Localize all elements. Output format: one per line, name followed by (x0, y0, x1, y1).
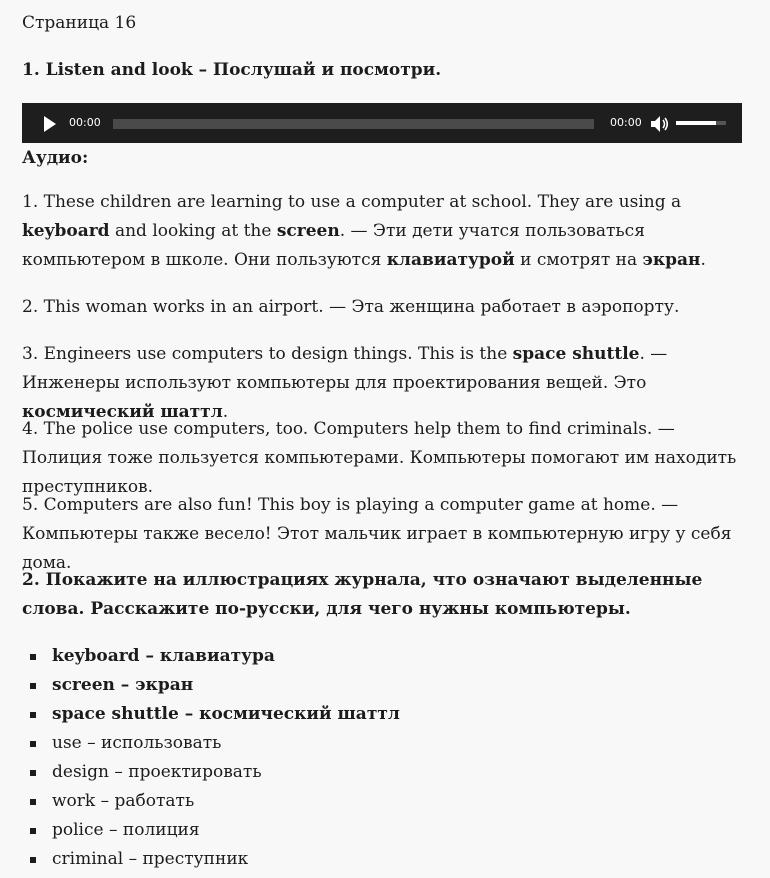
vocab-text: design – проектировать (52, 762, 262, 782)
audio-player[interactable] (22, 103, 742, 143)
bullet-icon (30, 799, 36, 805)
bullet-icon (30, 770, 36, 776)
p1-keyword-screen: screen (276, 221, 340, 241)
current-time: 00:00 (69, 116, 101, 129)
vocab-list (22, 642, 400, 874)
vocab-text: work – работать (52, 791, 195, 811)
vocab-list-item (22, 758, 400, 787)
volume-slider[interactable] (676, 121, 726, 125)
p1-text-e: . — Эти дети учатся пользоваться компьютером в школе. Они пользуются (22, 221, 645, 270)
p1-text-c: and looking at the (109, 221, 277, 241)
duration-time: 00:00 (610, 116, 642, 129)
vocab-text: screen – экран (52, 675, 194, 695)
vocab-text: police – полиция (52, 820, 200, 840)
section-heading-exercise-2: 2. Покажите на иллюстрациях журнала, что означают выделенные слова. Расскажите по-русски, для чего нужны компьютеры. (22, 570, 703, 619)
p3-keyword-kosmicheskiy-shattl: космический шаттл (22, 402, 223, 422)
volume-icon[interactable] (650, 114, 670, 132)
vocab-text: criminal – преступник (52, 849, 249, 869)
vocab-list-item (22, 642, 400, 671)
volume-level (676, 121, 716, 125)
p1-keyword-keyboard: keyboard (22, 221, 110, 241)
bullet-icon (30, 741, 36, 747)
vocab-text: keyboard – клавиатура (52, 646, 275, 666)
vocab-list-item (22, 845, 400, 874)
vocab-text: space shuttle – космический шаттл (52, 704, 400, 724)
bullet-icon (30, 712, 36, 718)
vocab-list-item (22, 787, 400, 816)
p3-text-e: . (222, 402, 229, 422)
bullet-icon (30, 828, 36, 834)
page-title: Страница 16 (22, 13, 137, 33)
paragraph-2: 2. This woman works in an airport. — Эта женщина работает в аэропорту. (22, 297, 680, 317)
vocab-list-item (22, 700, 400, 729)
p1-keyword-ekran: экран (642, 250, 701, 270)
paragraph-3 (22, 340, 750, 427)
progress-bar[interactable] (113, 119, 594, 129)
p1-text-i: . (700, 250, 706, 270)
paragraph-4: 4. The police use computers, too. Computers help them to find criminals. — Полиция тоже пользуется компьютерами. Компьютеры помогают им находить преступников. (22, 419, 737, 497)
section-heading-listen-and-look: 1. Listen and look – Послушай и посмотри. (22, 60, 442, 80)
bullet-icon (30, 654, 36, 660)
p1-keyword-klaviatura: клавиатурой (386, 250, 515, 270)
play-icon[interactable] (40, 114, 58, 132)
vocab-list-item (22, 729, 400, 758)
p3-text-c: . — Инженеры используют компьютеры для проектирования вещей. Это (22, 344, 668, 393)
vocab-list-item (22, 816, 400, 845)
p3-text-a: 3. Engineers use computers to design things. This is the (22, 344, 513, 364)
p1-text-g: и смотрят на (514, 250, 643, 270)
bullet-icon (30, 857, 36, 863)
paragraph-1 (22, 188, 750, 275)
vocab-text: use – использовать (52, 733, 222, 753)
p1-text-a: 1. These children are learning to use a computer at school. They are using a (22, 192, 682, 212)
p3-keyword-space-shuttle: space shuttle (512, 344, 640, 364)
vocab-list-item (22, 671, 400, 700)
paragraph-5: 5. Computers are also fun! This boy is playing a computer game at home. — Компьютеры также весело! Этот мальчик играет в компьютерную игру у себя дома. (22, 495, 732, 573)
audio-label: Аудио: (22, 148, 89, 168)
bullet-icon (30, 683, 36, 689)
